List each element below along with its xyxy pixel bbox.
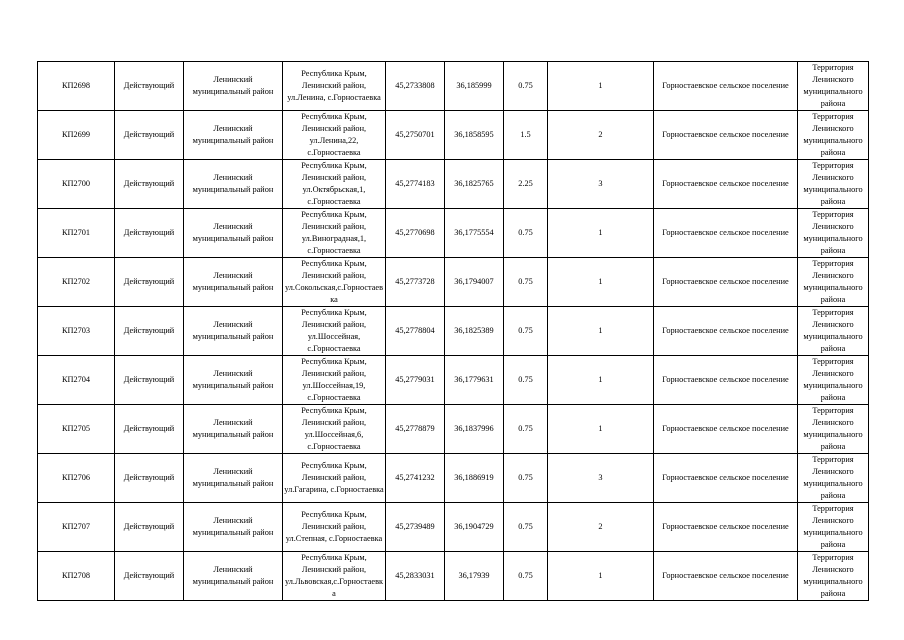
- table-row: [38, 503, 869, 552]
- territory-cell: Территория Ленинского муниципального района: [798, 356, 869, 405]
- volume-cell: 0.75: [504, 209, 548, 258]
- container-count-cell: 1: [548, 258, 654, 307]
- site-id-cell: КП2699: [38, 111, 115, 160]
- settlement-cell: Горностаевское сельское поселение: [654, 503, 798, 552]
- volume-cell: 2.25: [504, 160, 548, 209]
- status-cell: Действующий: [115, 356, 184, 405]
- volume-cell: 0.75: [504, 62, 548, 111]
- site-id-cell: КП2704: [38, 356, 115, 405]
- settlement-cell: Горностаевское сельское поселение: [654, 307, 798, 356]
- site-id-cell: КП2707: [38, 503, 115, 552]
- container-site-registry-table: [37, 61, 869, 601]
- table-row: [38, 405, 869, 454]
- volume-cell: 0.75: [504, 258, 548, 307]
- table-row: [38, 62, 869, 111]
- district-cell: Ленинский муниципальный район: [184, 307, 283, 356]
- address-cell: Республика Крым, Ленинский район, ул.Шоссейная,6, с.Горностаевка: [283, 405, 386, 454]
- latitude-cell: 45,2770698: [386, 209, 445, 258]
- territory-cell: Территория Ленинского муниципального района: [798, 62, 869, 111]
- settlement-cell: Горностаевское сельское поселение: [654, 356, 798, 405]
- latitude-cell: 45,2741232: [386, 454, 445, 503]
- site-id-cell: КП2702: [38, 258, 115, 307]
- address-cell: Республика Крым, Ленинский район, ул.Шоссейная,19, с.Горностаевка: [283, 356, 386, 405]
- site-id-cell: КП2706: [38, 454, 115, 503]
- table-row: [38, 258, 869, 307]
- longitude-cell: 36,1825389: [445, 307, 504, 356]
- territory-cell: Территория Ленинского муниципального района: [798, 307, 869, 356]
- status-cell: Действующий: [115, 454, 184, 503]
- longitude-cell: 36,1904729: [445, 503, 504, 552]
- volume-cell: 1.5: [504, 111, 548, 160]
- volume-cell: 0.75: [504, 356, 548, 405]
- address-cell: Республика Крым, Ленинский район, ул.Ленина, с.Горностаевка: [283, 62, 386, 111]
- settlement-cell: Горностаевское сельское поселение: [654, 111, 798, 160]
- volume-cell: 0.75: [504, 454, 548, 503]
- status-cell: Действующий: [115, 258, 184, 307]
- container-count-cell: 2: [548, 503, 654, 552]
- container-count-cell: 1: [548, 405, 654, 454]
- container-count-cell: 1: [548, 307, 654, 356]
- territory-cell: Территория Ленинского муниципального района: [798, 258, 869, 307]
- table-row: [38, 160, 869, 209]
- territory-cell: Территория Ленинского муниципального района: [798, 111, 869, 160]
- volume-cell: 0.75: [504, 503, 548, 552]
- status-cell: Действующий: [115, 405, 184, 454]
- volume-cell: 0.75: [504, 307, 548, 356]
- territory-cell: Территория Ленинского муниципального района: [798, 209, 869, 258]
- container-count-cell: 1: [548, 209, 654, 258]
- longitude-cell: 36,1779631: [445, 356, 504, 405]
- address-cell: Республика Крым, Ленинский район, ул.Львовская,с.Горностаевка: [283, 552, 386, 601]
- status-cell: Действующий: [115, 503, 184, 552]
- site-id-cell: КП2700: [38, 160, 115, 209]
- longitude-cell: 36,1825765: [445, 160, 504, 209]
- longitude-cell: 36,1858595: [445, 111, 504, 160]
- status-cell: Действующий: [115, 111, 184, 160]
- latitude-cell: 45,2739489: [386, 503, 445, 552]
- site-id-cell: КП2708: [38, 552, 115, 601]
- site-id-cell: КП2701: [38, 209, 115, 258]
- district-cell: Ленинский муниципальный район: [184, 62, 283, 111]
- territory-cell: Территория Ленинского муниципального района: [798, 454, 869, 503]
- table-row: [38, 209, 869, 258]
- latitude-cell: 45,2833031: [386, 552, 445, 601]
- longitude-cell: 36,1775554: [445, 209, 504, 258]
- table-row: [38, 307, 869, 356]
- settlement-cell: Горностаевское сельское поселение: [654, 258, 798, 307]
- territory-cell: Территория Ленинского муниципального района: [798, 552, 869, 601]
- container-count-cell: 3: [548, 160, 654, 209]
- table-row: [38, 111, 869, 160]
- latitude-cell: 45,2774183: [386, 160, 445, 209]
- longitude-cell: 36,185999: [445, 62, 504, 111]
- territory-cell: Территория Ленинского муниципального района: [798, 405, 869, 454]
- volume-cell: 0.75: [504, 405, 548, 454]
- address-cell: Республика Крым, Ленинский район, ул.Гагарина, с.Горностаевка: [283, 454, 386, 503]
- settlement-cell: Горностаевское сельское поселение: [654, 209, 798, 258]
- site-id-cell: КП2698: [38, 62, 115, 111]
- container-count-cell: 2: [548, 111, 654, 160]
- longitude-cell: 36,1837996: [445, 405, 504, 454]
- address-cell: Республика Крым, Ленинский район, ул.Ленина,22, с.Горностаевка: [283, 111, 386, 160]
- district-cell: Ленинский муниципальный район: [184, 552, 283, 601]
- table-row: [38, 454, 869, 503]
- table-row: [38, 356, 869, 405]
- site-id-cell: КП2705: [38, 405, 115, 454]
- territory-cell: Территория Ленинского муниципального района: [798, 160, 869, 209]
- latitude-cell: 45,2779031: [386, 356, 445, 405]
- district-cell: Ленинский муниципальный район: [184, 258, 283, 307]
- latitude-cell: 45,2750701: [386, 111, 445, 160]
- latitude-cell: 45,2778879: [386, 405, 445, 454]
- district-cell: Ленинский муниципальный район: [184, 209, 283, 258]
- address-cell: Республика Крым, Ленинский район, ул.Степная, с.Горностаевка: [283, 503, 386, 552]
- settlement-cell: Горностаевское сельское поселение: [654, 160, 798, 209]
- district-cell: Ленинский муниципальный район: [184, 405, 283, 454]
- status-cell: Действующий: [115, 552, 184, 601]
- settlement-cell: Горностаевское сельское поселение: [654, 405, 798, 454]
- latitude-cell: 45,2733808: [386, 62, 445, 111]
- latitude-cell: 45,2773728: [386, 258, 445, 307]
- status-cell: Действующий: [115, 307, 184, 356]
- status-cell: Действующий: [115, 209, 184, 258]
- container-count-cell: 1: [548, 62, 654, 111]
- container-count-cell: 1: [548, 552, 654, 601]
- address-cell: Республика Крым, Ленинский район, ул.Октябрьская,1, с.Горностаевка: [283, 160, 386, 209]
- address-cell: Республика Крым, Ленинский район, ул.Сокольская,с.Горностаевка: [283, 258, 386, 307]
- site-id-cell: КП2703: [38, 307, 115, 356]
- status-cell: Действующий: [115, 160, 184, 209]
- longitude-cell: 36,1886919: [445, 454, 504, 503]
- latitude-cell: 45,2778804: [386, 307, 445, 356]
- district-cell: Ленинский муниципальный район: [184, 160, 283, 209]
- container-count-cell: 1: [548, 356, 654, 405]
- district-cell: Ленинский муниципальный район: [184, 111, 283, 160]
- longitude-cell: 36,17939: [445, 552, 504, 601]
- container-count-cell: 3: [548, 454, 654, 503]
- status-cell: Действующий: [115, 62, 184, 111]
- settlement-cell: Горностаевское сельское поселение: [654, 62, 798, 111]
- district-cell: Ленинский муниципальный район: [184, 356, 283, 405]
- settlement-cell: Горностаевское сельское поселение: [654, 552, 798, 601]
- settlement-cell: Горностаевское сельское поселение: [654, 454, 798, 503]
- territory-cell: Территория Ленинского муниципального района: [798, 503, 869, 552]
- address-cell: Республика Крым, Ленинский район, ул.Виноградная,1, с.Горностаевка: [283, 209, 386, 258]
- table-row: [38, 552, 869, 601]
- address-cell: Республика Крым, Ленинский район, ул.Шоссейная, с.Горностаевка: [283, 307, 386, 356]
- district-cell: Ленинский муниципальный район: [184, 454, 283, 503]
- volume-cell: 0.75: [504, 552, 548, 601]
- longitude-cell: 36,1794007: [445, 258, 504, 307]
- district-cell: Ленинский муниципальный район: [184, 503, 283, 552]
